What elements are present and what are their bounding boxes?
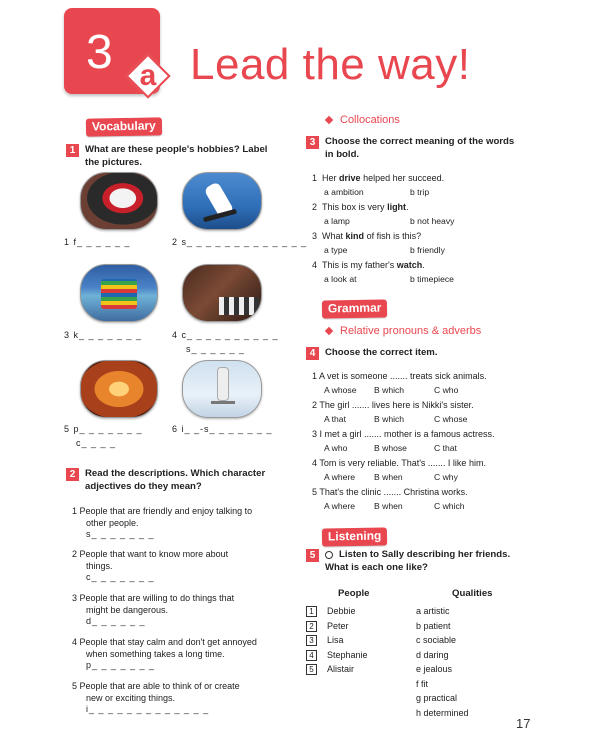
diamond-bullet-icon (325, 327, 333, 335)
ex2-item-3: 3 People that are willing to do things that might be dangerous. d_ _ _ _ _ _ (72, 593, 286, 628)
option-A[interactable]: A where (324, 500, 356, 511)
option-a[interactable]: a look at (324, 273, 357, 284)
people-list (306, 606, 368, 679)
ex1-item-4b[interactable]: s_ _ _ _ _ _ (186, 344, 246, 354)
ex4-item-1: 1 A vet is someone ....... treats sick animals. A whose B which C who (312, 371, 487, 395)
person-row: 5 Alistair (306, 664, 368, 679)
unit-letter: a (139, 59, 157, 92)
answer-box[interactable]: 2 (306, 621, 317, 632)
exercise-2-instruction: 2 Read the descriptions. Which character adjectives do they mean? (66, 468, 296, 493)
relative-pronouns-heading: Relative pronouns & adverbs (326, 324, 481, 338)
audio-icon[interactable] (325, 551, 333, 559)
person-row: 1 Debbie (306, 606, 368, 621)
unit-letter-badge (126, 54, 170, 98)
answer-blank[interactable]: d_ _ _ _ _ _ (86, 616, 146, 627)
ex1-item-2[interactable]: 2 s_ _ _ _ _ _ _ _ _ _ _ _ _ (172, 237, 308, 247)
person-row: 3 Lisa (306, 635, 368, 650)
option-b[interactable]: b friendly (410, 244, 445, 255)
person-row: 2 Peter (306, 621, 368, 636)
ex2-item-1: 1 People that are friendly and enjoy talking to other people. s_ _ _ _ _ _ _ (72, 506, 286, 541)
exercise-number: 2 (66, 468, 79, 481)
exercise-number: 5 (306, 549, 319, 562)
answer-box[interactable]: 3 (306, 635, 317, 646)
answer-box[interactable]: 5 (306, 664, 317, 675)
exercise-number: 3 (306, 136, 319, 149)
kite-photo (80, 264, 158, 322)
option-a[interactable]: a type (324, 244, 348, 255)
exercise-4-instruction: 4 Choose the correct item. (306, 347, 536, 360)
option-A[interactable]: A that (324, 413, 346, 424)
exercise-5-instruction: 5 Listen to Sally describing her friends. What is each one like? (306, 549, 542, 574)
option-A[interactable]: A whose (324, 384, 357, 395)
ex1-item-4[interactable]: 4 c_ _ _ _ _ _ _ _ _ _ (172, 330, 279, 340)
qualities-column-header: Qualities (452, 588, 493, 599)
page-title: Lead the way! (190, 40, 471, 89)
exercise-1-instruction: 1 What are these people's hobbies? Label the pictures. (66, 144, 286, 169)
option-b[interactable]: b trip (410, 186, 430, 197)
answer-blank[interactable]: c_ _ _ _ _ _ _ (86, 572, 155, 583)
quality-item: f fit (416, 678, 429, 689)
chess-photo (182, 264, 262, 322)
option-C[interactable]: C why (434, 471, 458, 482)
qualities-list (416, 606, 469, 722)
ex2-item-5: 5 People that are able to think of or create new or exciting things. i_ _ _ _ _ _ _ _ _ _ _ _ _ (72, 681, 286, 716)
ex1-item-1[interactable]: 1 f_ _ _ _ _ _ (64, 237, 131, 247)
option-C[interactable]: C that (434, 442, 457, 453)
exercise-3-instruction: 3 Choose the correct meaning of the words in bold. (306, 136, 536, 161)
option-A[interactable]: A where (324, 471, 356, 482)
quality-item: c sociable (416, 635, 457, 645)
exercise-number: 4 (306, 347, 319, 360)
quality-item: d daring (416, 649, 449, 660)
collocations-heading: Collocations (326, 113, 400, 127)
ex4-item-5: 5 That's the clinic ....... Christina works. A where B when C which (312, 487, 468, 511)
diamond-bullet-icon (325, 116, 333, 124)
ex3-item-2: 2 This box is very light. a lamp b not heavy (312, 202, 455, 226)
quality-item: e jealous (416, 664, 453, 674)
ex1-item-6[interactable]: 6 i_ _-s_ _ _ _ _ _ _ (172, 424, 273, 434)
skateboarding-photo (182, 172, 262, 230)
answer-blank[interactable]: i_ _ _ _ _ _ _ _ _ _ _ _ _ (86, 704, 210, 715)
quality-item: b patient (416, 620, 451, 631)
ex4-item-4: 4 Tom is very reliable. That's ....... I like him. A where B when C why (312, 458, 486, 482)
option-B[interactable]: B whose (374, 442, 407, 453)
quality-item: g practical (416, 693, 458, 703)
ex1-item-5[interactable]: 5 p_ _ _ _ _ _ _ (64, 424, 143, 434)
people-column-header: People (338, 588, 370, 599)
grammar-banner: Grammar (322, 300, 387, 318)
ex3-item-3: 3 What kind of fish is this? a type b friendly (312, 231, 445, 255)
option-B[interactable]: B which (374, 384, 405, 395)
option-a[interactable]: a ambition (324, 186, 364, 197)
ex4-item-3: 3 I met a girl ....... mother is a famous actress. A who B whose C that (312, 429, 495, 453)
option-A[interactable]: A who (324, 442, 348, 453)
answer-blank[interactable]: s_ _ _ _ _ _ _ (86, 529, 155, 540)
answer-box[interactable]: 4 (306, 650, 317, 661)
ex2-item-4: 4 People that stay calm and don't get annoyed when something takes a long time. p_ _ _ _ _ _ _ (72, 637, 286, 672)
exercise-number: 1 (66, 144, 79, 157)
ex3-item-1: 1 Her drive helped her succeed. a ambition b trip (312, 173, 445, 197)
campfire-cooking-photo (80, 360, 158, 418)
option-b[interactable]: b timepiece (410, 273, 454, 284)
option-b[interactable]: b not heavy (410, 215, 455, 226)
person-row: 4 Stephanie (306, 650, 368, 665)
quality-item: h determined (416, 707, 469, 718)
option-B[interactable]: B when (374, 500, 403, 511)
fencing-photo (80, 172, 158, 230)
option-B[interactable]: B which (374, 413, 405, 424)
option-C[interactable]: C whose (434, 413, 468, 424)
ex2-item-2: 2 People that want to know more about things. c_ _ _ _ _ _ _ (72, 549, 286, 584)
vocabulary-banner: Vocabulary (86, 118, 162, 136)
option-a[interactable]: a lamp (324, 215, 350, 226)
option-C[interactable]: C who (434, 384, 459, 395)
answer-box[interactable]: 1 (306, 606, 317, 617)
unit-number: 3 (86, 26, 113, 79)
option-B[interactable]: B when (374, 471, 403, 482)
ex1-item-5b[interactable]: c_ _ _ _ (76, 438, 117, 448)
ice-skating-photo (182, 360, 262, 418)
ex4-item-2: 2 The girl ....... lives here is Nikki's sister. A that B which C whose (312, 400, 474, 424)
page-number: 17 (516, 716, 531, 731)
option-C[interactable]: C which (434, 500, 465, 511)
ex3-item-4: 4 This is my father's watch. a look at b timepiece (312, 260, 454, 284)
ex1-item-3[interactable]: 3 k_ _ _ _ _ _ _ (64, 330, 143, 340)
quality-item: a artistic (416, 606, 450, 616)
listening-banner: Listening (322, 528, 387, 546)
answer-blank[interactable]: p_ _ _ _ _ _ _ (86, 660, 156, 671)
